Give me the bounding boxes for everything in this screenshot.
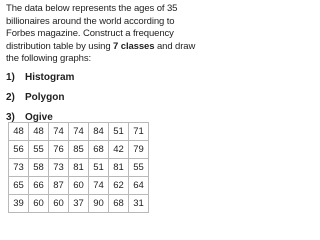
item-number: 3) [6,112,15,123]
table-cell: 81 [69,159,89,177]
table-cell: 64 [129,177,149,195]
table-cell: 65 [9,177,29,195]
table-cell: 39 [9,195,29,213]
table-row [9,159,149,177]
item-number: 2) [6,92,15,103]
table-cell: 42 [109,141,129,159]
table-cell: 48 [29,123,49,141]
statement-text-2: and draw the following graphs: [6,40,196,65]
table-cell: 73 [49,159,69,177]
table-cell: 85 [69,141,89,159]
table-cell: 56 [9,141,29,159]
table-cell: 58 [29,159,49,177]
table-row [9,195,149,213]
ages-table [8,122,149,213]
statement-text-1: The data below represents the ages of 35 billionaires around the world according to Forbes magazine. Construct a frequency distribution table by using [6,3,178,52]
problem-statement [6,3,198,66]
table-row [9,177,149,195]
graph-list-item-histogram [6,68,196,88]
table-cell: 68 [109,195,129,213]
table-cell: 51 [109,123,129,141]
item-label: Ogive [25,112,53,123]
item-number: 1) [6,72,15,83]
table-cell: 76 [49,141,69,159]
table-cell: 66 [29,177,49,195]
table-cell: 73 [9,159,29,177]
table-cell: 71 [129,123,149,141]
table-row [9,141,149,159]
table-cell: 87 [49,177,69,195]
graph-list-item-polygon [6,88,196,108]
table-cell: 84 [89,123,109,141]
item-label: Polygon [25,92,65,103]
graph-list [6,68,196,128]
table-cell: 60 [29,195,49,213]
table-cell: 74 [49,123,69,141]
table-cell: 74 [89,177,109,195]
item-label: Histogram [25,72,75,83]
table-cell: 90 [89,195,109,213]
table-cell: 48 [9,123,29,141]
table-cell: 51 [89,159,109,177]
table-cell: 74 [69,123,89,141]
table-cell: 81 [109,159,129,177]
table-cell: 60 [69,177,89,195]
table-row [9,123,149,141]
statement-classes-emphasis: 7 classes [113,40,155,52]
table-cell: 79 [129,141,149,159]
table-cell: 55 [129,159,149,177]
table-cell: 68 [89,141,109,159]
table-cell: 31 [129,195,149,213]
table-cell: 62 [109,177,129,195]
table-cell: 60 [49,195,69,213]
table-cell: 37 [69,195,89,213]
table-cell: 55 [29,141,49,159]
